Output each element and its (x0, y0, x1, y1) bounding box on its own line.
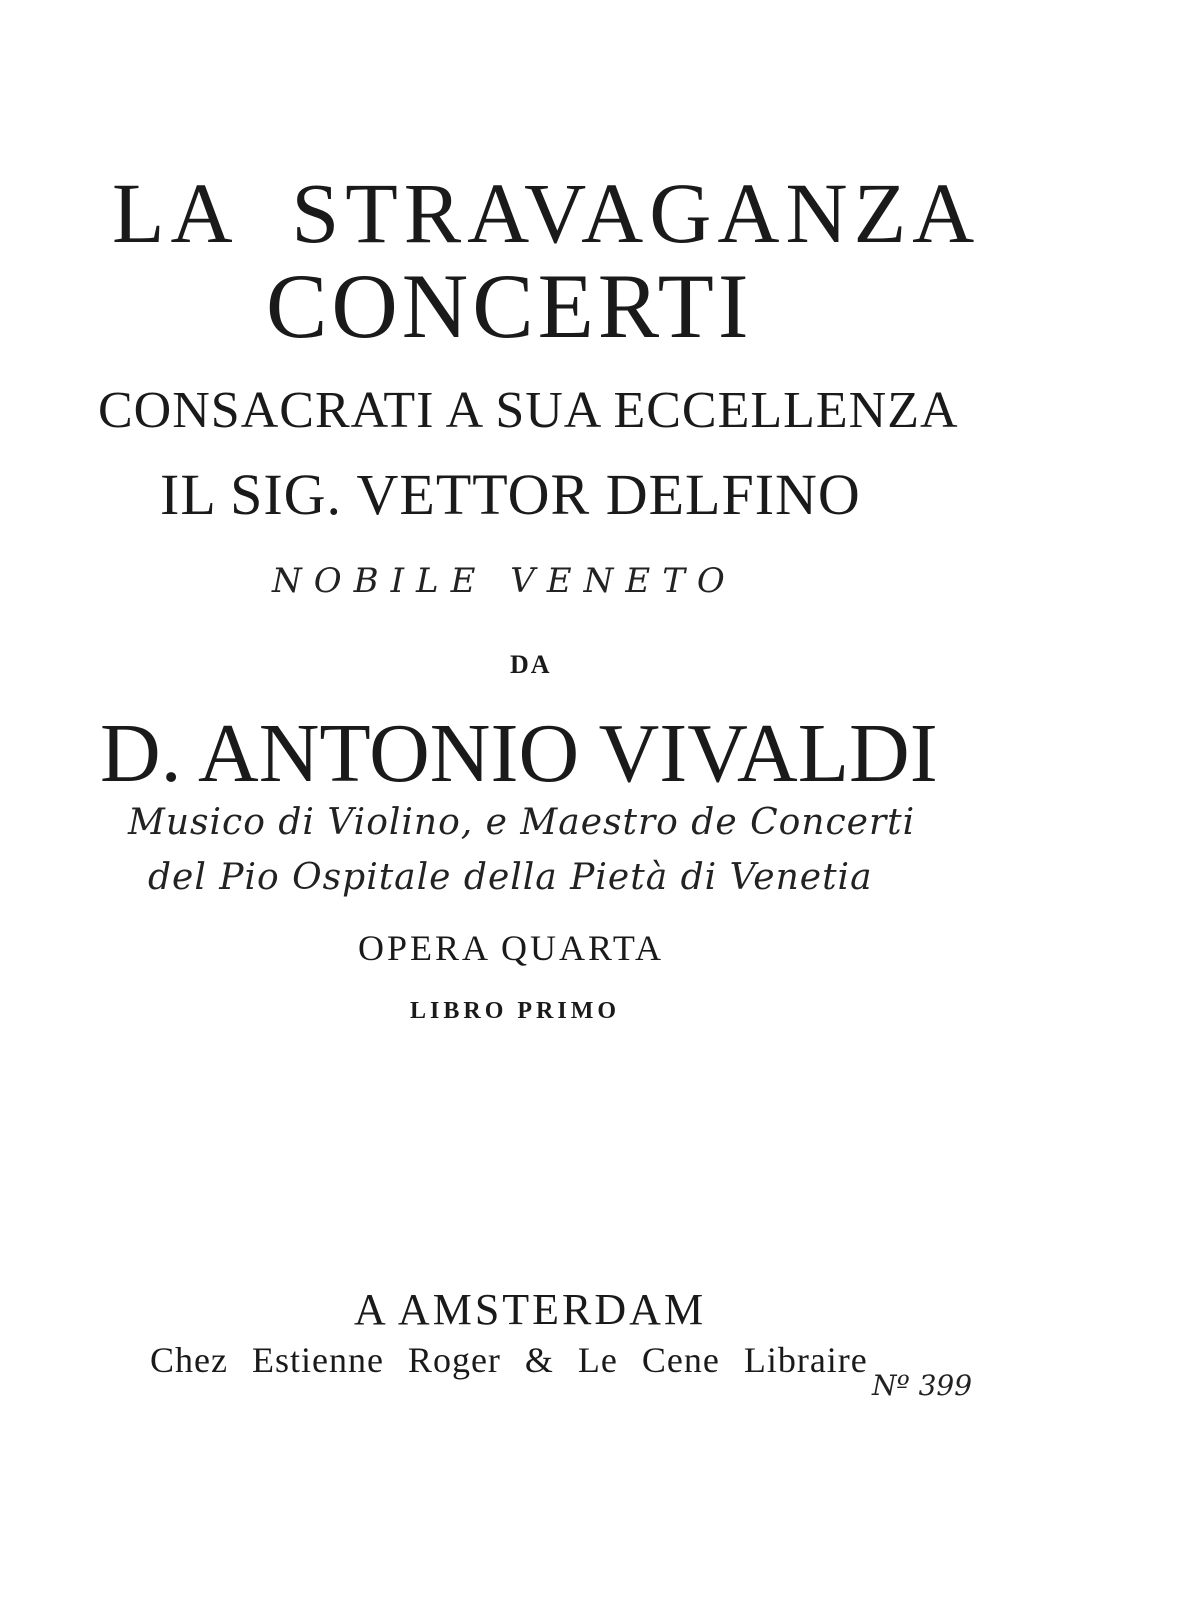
composer-title-line-1: Musico di Violino, e Maestro de Concerti (128, 802, 916, 843)
title-line-1: LA STRAVAGANZA (112, 165, 981, 261)
title-line-2: CONCERTI (266, 255, 753, 357)
book-number: LIBRO PRIMO (410, 998, 621, 1024)
plate-number: Nº 399 (872, 1369, 973, 1402)
composer-name: D. ANTONIO VIVALDI (100, 707, 938, 800)
imprint-city: A AMSTERDAM (354, 1285, 707, 1334)
opus-number: OPERA QUARTA (358, 928, 664, 968)
dedication-line-2: IL SIG. VETTOR DELFINO (160, 462, 861, 527)
by-line: DA (510, 650, 552, 679)
imprint-publisher: Chez Estienne Roger & Le Cene Libraire (150, 1340, 868, 1380)
dedication-line-3: NOBILE VENETO (272, 561, 737, 601)
composer-title-line-2: del Pio Ospitale della Pietà di Venetia (148, 857, 873, 898)
dedication-line-1: CONSACRATI A SUA ECCELLENZA (98, 382, 959, 439)
